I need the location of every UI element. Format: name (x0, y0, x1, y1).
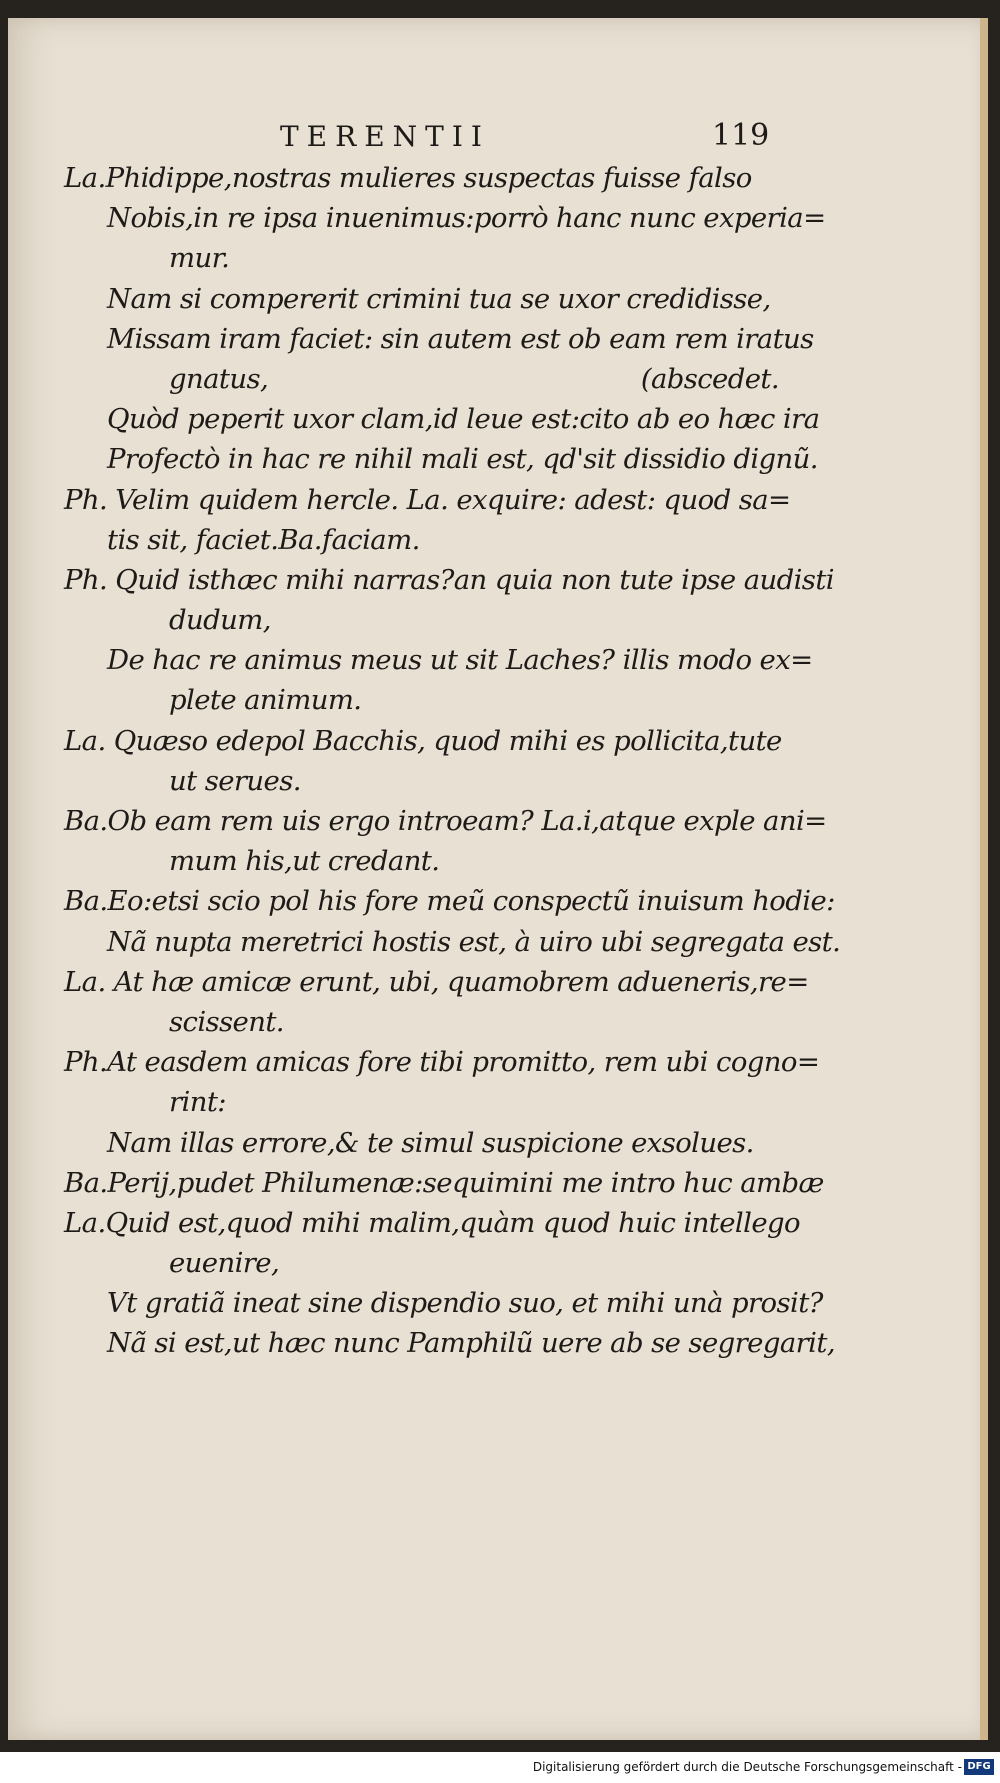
text-line: Ba.Perij,pudet Philumenæ:sequimini me intro huc ambæ (64, 1166, 824, 1199)
text-line: Nã si est,ut hæc nunc Pamphilũ uere ab se segregarit, (107, 1327, 835, 1360)
dfg-logo-icon: DFG (964, 1759, 994, 1775)
text-line: Nam si compererit crimini tua se uxor credidisse, (107, 282, 771, 315)
text-line: Ba.Ob eam rem uis ergo introeam? La.i,atque exple ani= (64, 805, 827, 837)
text-line: euenire, (169, 1247, 280, 1280)
text-line: ut serues. (169, 764, 301, 797)
text-line: Nã nupta meretrici hostis est, à uiro ubi segregata est. (107, 925, 841, 958)
text-line: Ph.At easdem amicas fore tibi promitto, rem ubi cogno= (64, 1046, 820, 1079)
text-line: Quòd peperit uxor clam,id leue est:cito ab eo hæc ira (107, 403, 820, 436)
digitization-footer (0, 1752, 1000, 1783)
text-line: La.Phidippe,nostras mulieres suspectas fuisse falso (64, 162, 752, 194)
text-line: scissent. (169, 1005, 284, 1038)
text-line: mum his,ut credant. (169, 845, 440, 878)
text-line: dudum, (169, 604, 271, 637)
footer-credit: Digitalisierung gefördert durch die Deutsche Forschungsgemeinschaft - (532, 1760, 962, 1774)
text-line-part: (abscedet. (640, 362, 779, 395)
text-line: Ph. Velim quidem hercle. La. exquire: adest: quod sa= (64, 483, 791, 516)
text-line: plete animum. (169, 684, 362, 717)
text-line: Ph. Quid isthæc mihi narras?an quia non tute ipse audisti (64, 563, 834, 596)
text-line: Vt gratiã ineat sine dispendio suo, et mihi unà prosit? (107, 1287, 823, 1320)
text-line: De hac re animus meus ut sit Laches? illis modo ex= (107, 644, 813, 677)
text-line: Ba.Eo:etsi scio pol his fore meũ conspectũ inuisum hodie: (64, 885, 835, 918)
text-line: tis sit, faciet.Ba.faciam. (107, 523, 420, 556)
text-line: mur. (169, 242, 230, 275)
text-line: Missam iram faciet: sin autem est ob eam rem iratus (107, 322, 814, 355)
text-block (64, 158, 841, 1364)
page-number: 119 (712, 118, 770, 153)
running-head: TERENTII (280, 120, 490, 153)
text-line: rint: (169, 1086, 226, 1119)
text-line: Nam illas errore,& te simul suspicione exsolues. (107, 1126, 754, 1159)
text-line: La. Quæso edepol Bacchis, quod mihi es pollicita,tute (64, 724, 782, 757)
text-line: Profectò in hac re nihil mali est, qd'sit dissidio dignũ. (107, 443, 818, 476)
text-line: La. At hæ amicæ erunt, ubi, quamobrem adueneris,re= (64, 965, 809, 998)
text-line: Nobis,in re ipsa inuenimus:porrò hanc nunc experia= (107, 202, 826, 235)
text-line: La.Quid est,quod mihi malim,quàm quod huic intellego (64, 1206, 800, 1239)
text-line (64, 359, 779, 399)
page-edge (980, 18, 988, 1740)
text-line-part: gnatus, (169, 362, 269, 395)
